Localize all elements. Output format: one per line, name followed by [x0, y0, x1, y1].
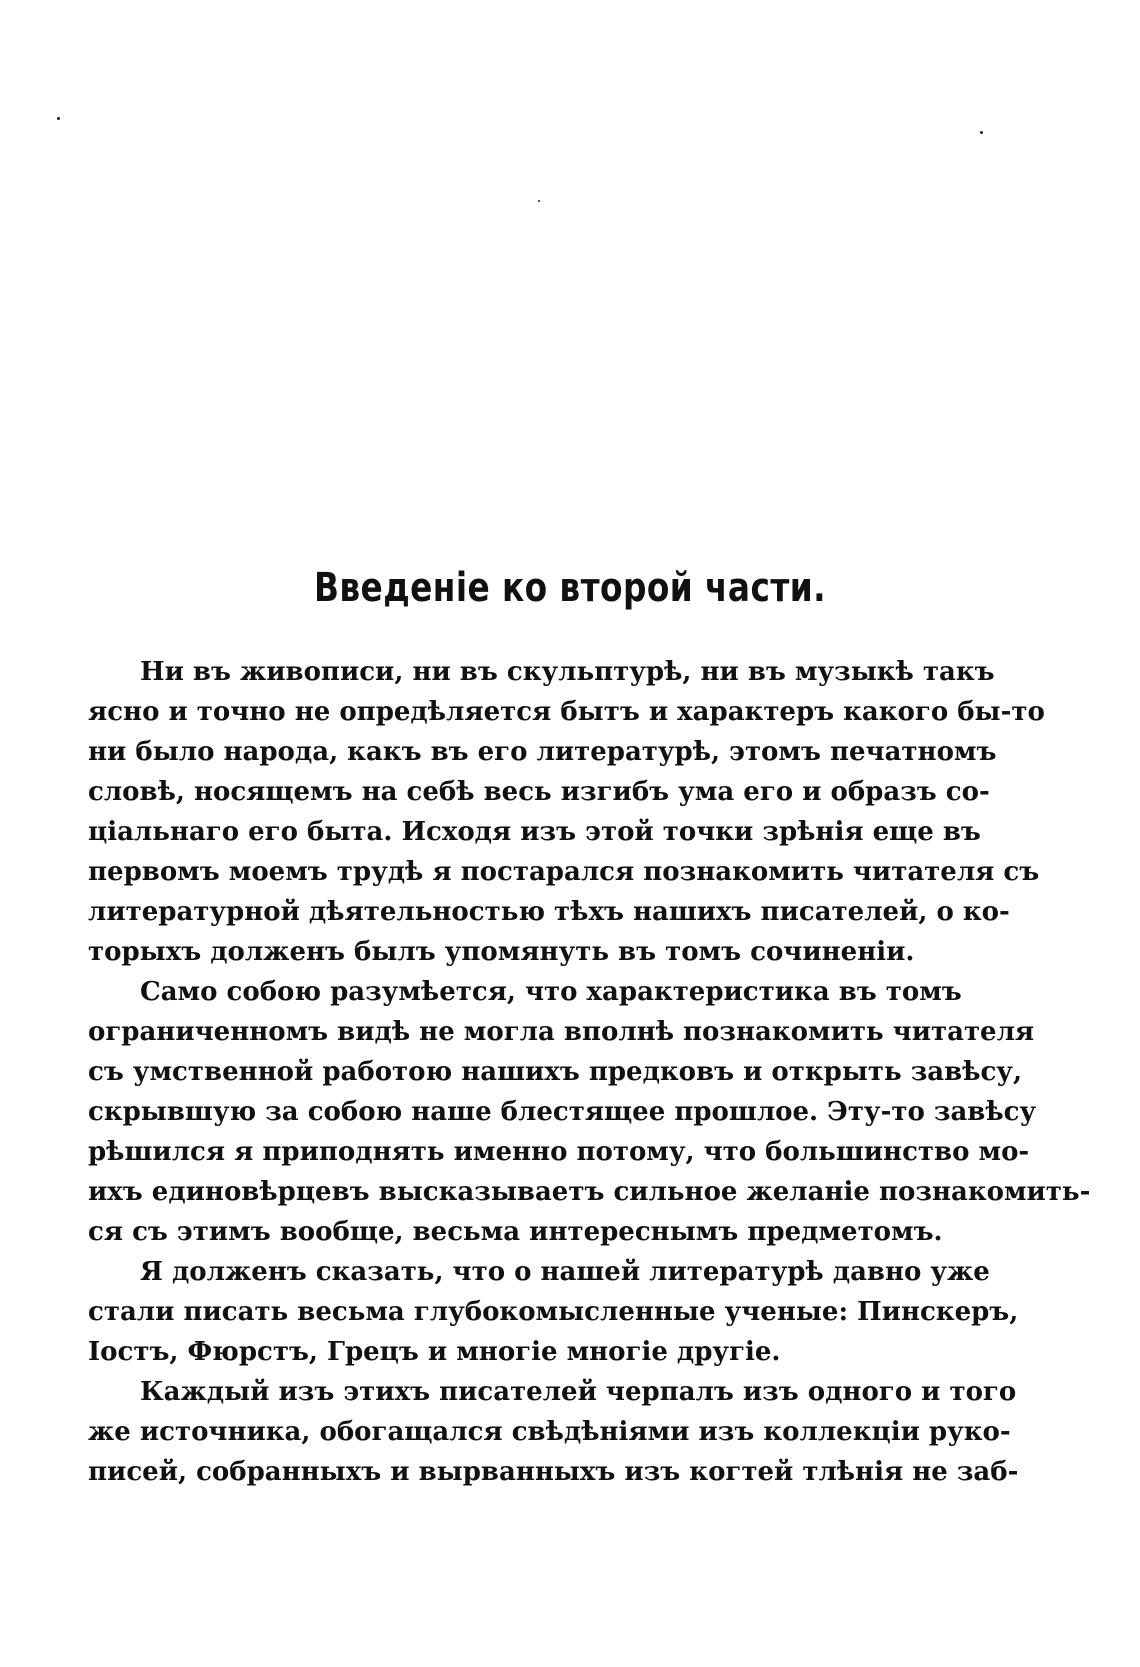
text-line: Іостъ, Фюрстъ, Грецъ и многіе многіе другіе. [88, 1337, 781, 1367]
text-line: словѣ, носящемъ на себѣ весь изгибъ ума его и образъ со- [88, 777, 990, 807]
text-line: рѣшился я приподнять именно потому, что большинство мо- [88, 1137, 1030, 1167]
body-text [88, 652, 1091, 1492]
print-speck [980, 131, 983, 134]
text-line: ціальнаго его быта. Исходя изъ этой точки зрѣнія еще въ [88, 817, 981, 847]
text-line: же источника, обогащался свѣдѣніями изъ коллекціи руко- [88, 1417, 1011, 1447]
text-line: Каждый изъ этихъ писателей черпалъ изъ одного и того [140, 1377, 1017, 1407]
text-line: ограниченномъ видѣ не могла вполнѣ познакомить читателя [88, 1017, 1035, 1047]
print-speck [538, 200, 540, 202]
text-line: первомъ моемъ трудѣ я постарался познакомить читателя съ [88, 857, 1040, 887]
text-line: Ни въ живописи, ни въ скульптурѣ, ни въ музыкѣ такъ [140, 657, 995, 687]
text-line: ни было народа, какъ въ его литературѣ, этомъ печатномъ [88, 737, 997, 767]
text-line: торыхъ долженъ былъ упомянуть въ томъ сочиненіи. [88, 937, 915, 967]
text-line: Само собою разумѣется, что характеристика въ томъ [140, 977, 962, 1007]
text-line: скрывшую за собою наше блестящее прошлое. Эту-то завѣсу [88, 1097, 1037, 1127]
text-line: ясно и точно не опредѣляется бытъ и характеръ какого бы-то [88, 697, 1045, 727]
section-title: Введеніе ко второй части. [313, 565, 827, 611]
text-line: ихъ единовѣрцевъ высказываетъ сильное желаніе познакомить- [88, 1177, 1091, 1207]
text-line: ся съ этимъ вообще, весьма интереснымъ предметомъ. [88, 1217, 943, 1247]
text-line: съ умственной работою нашихъ предковъ и открыть завѣсу, [88, 1057, 1023, 1087]
print-speck [57, 117, 60, 120]
text-line: стали писать весьма глубокомысленные ученые: Пинскеръ, [88, 1297, 1019, 1327]
text-line: литературной дѣятельностью тѣхъ нашихъ писателей, о ко- [88, 897, 1010, 927]
text-line: писей, собранныхъ и вырванныхъ изъ когтей тлѣнія не заб- [88, 1457, 1019, 1487]
text-line: Я долженъ сказать, что о нашей литературѣ давно уже [140, 1257, 990, 1287]
